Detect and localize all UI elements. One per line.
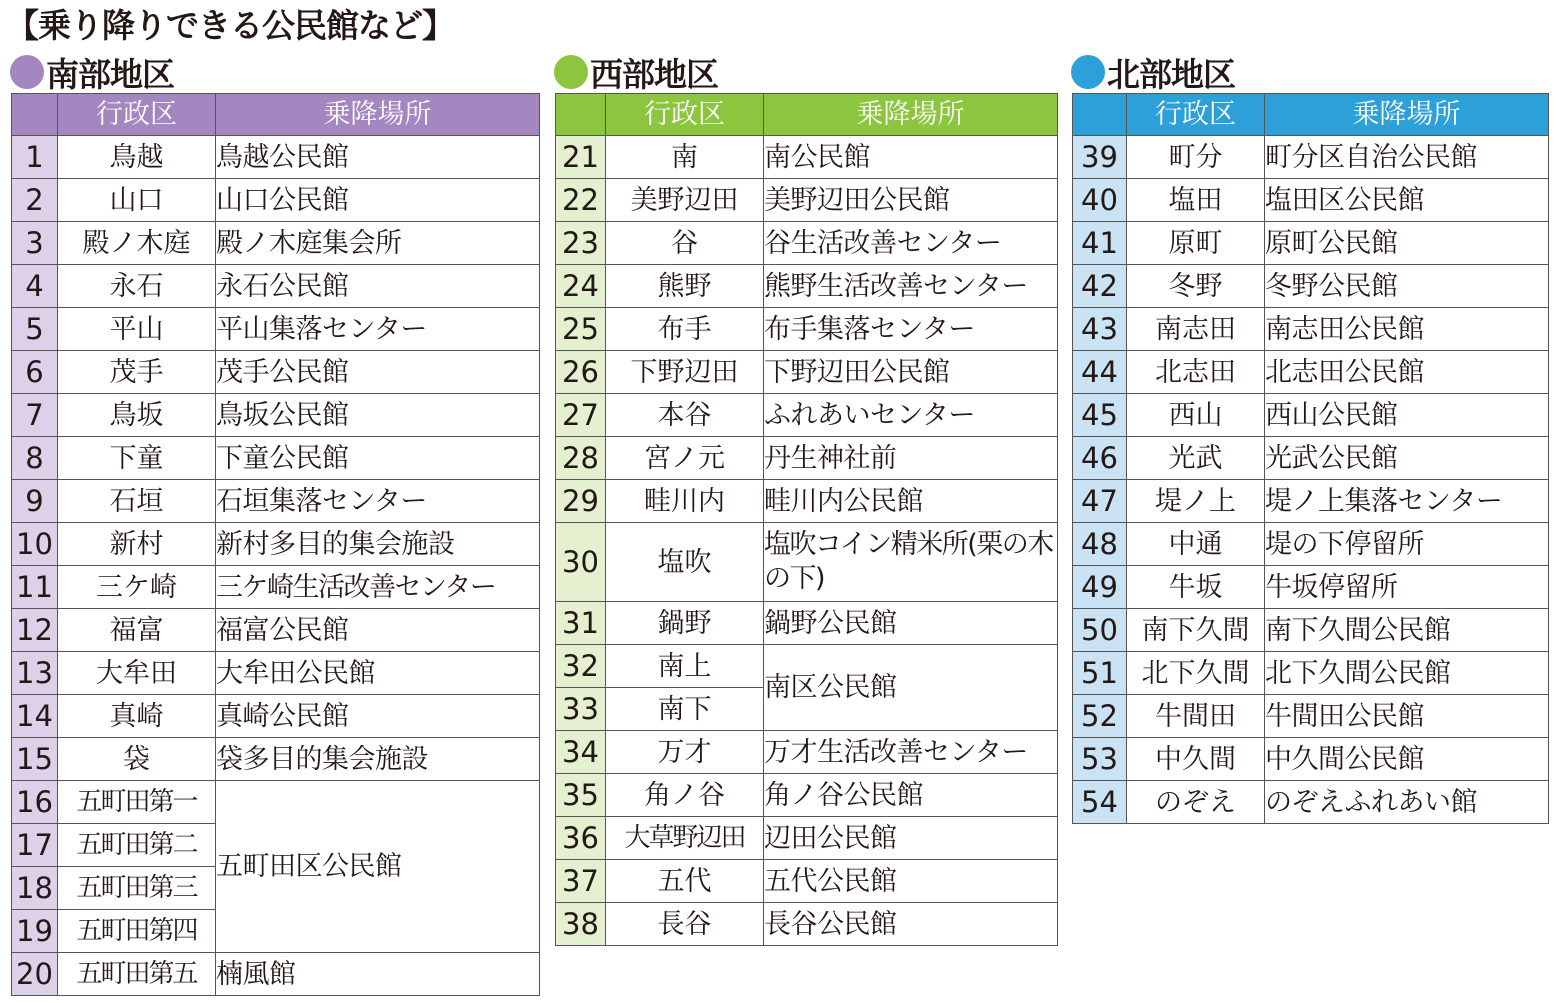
header-place: 乗降場所 bbox=[216, 94, 540, 136]
row-number: 13 bbox=[12, 652, 58, 695]
row-area: 殿ノ木庭 bbox=[58, 222, 216, 265]
row-area: 塩田 bbox=[1127, 179, 1265, 222]
table-row bbox=[12, 394, 540, 437]
row-number: 32 bbox=[556, 645, 606, 688]
row-place: 原町公民館 bbox=[1265, 222, 1549, 265]
row-number: 45 bbox=[1073, 394, 1127, 437]
row-place: 永石公民館 bbox=[216, 265, 540, 308]
table-row bbox=[556, 308, 1058, 351]
table-row bbox=[12, 566, 540, 609]
table-row bbox=[12, 308, 540, 351]
row-area: 光武 bbox=[1127, 437, 1265, 480]
row-area: 平山 bbox=[58, 308, 216, 351]
row-number: 1 bbox=[12, 136, 58, 179]
row-number: 33 bbox=[556, 688, 606, 731]
row-number: 22 bbox=[556, 179, 606, 222]
district-dot-icon bbox=[1071, 55, 1105, 89]
row-place: 谷生活改善センター bbox=[764, 222, 1058, 265]
table-row bbox=[556, 602, 1058, 645]
district-heading-north bbox=[1071, 51, 1235, 93]
row-place: 真崎公民館 bbox=[216, 695, 540, 738]
district-dot-icon bbox=[10, 55, 44, 89]
row-place: 南下久間公民館 bbox=[1265, 609, 1549, 652]
row-number: 6 bbox=[12, 351, 58, 394]
row-area: 塩吹 bbox=[606, 523, 764, 602]
row-area: 茂手 bbox=[58, 351, 216, 394]
row-area: 袋 bbox=[58, 738, 216, 781]
row-area: 堤ノ上 bbox=[1127, 480, 1265, 523]
row-area: 中通 bbox=[1127, 523, 1265, 566]
table-row bbox=[556, 394, 1058, 437]
row-area: 長谷 bbox=[606, 903, 764, 946]
row-area: 中久間 bbox=[1127, 738, 1265, 781]
row-number: 40 bbox=[1073, 179, 1127, 222]
row-area: 南上 bbox=[606, 645, 764, 688]
row-number: 5 bbox=[12, 308, 58, 351]
row-place: 鳥越公民館 bbox=[216, 136, 540, 179]
table-row bbox=[12, 523, 540, 566]
row-number: 17 bbox=[12, 824, 58, 867]
row-number: 39 bbox=[1073, 136, 1127, 179]
row-place: 堤の下停留所 bbox=[1265, 523, 1549, 566]
district-table-west bbox=[555, 93, 1058, 946]
row-place: 南公民館 bbox=[764, 136, 1058, 179]
row-area: 五町田第二 bbox=[58, 824, 216, 867]
table-row bbox=[12, 265, 540, 308]
row-place: 楠風館 bbox=[216, 953, 540, 996]
row-place: 牛間田公民館 bbox=[1265, 695, 1549, 738]
row-area: 谷 bbox=[606, 222, 764, 265]
table-row bbox=[12, 953, 540, 996]
row-area: 大草野辺田 bbox=[606, 817, 764, 860]
header-number bbox=[12, 94, 58, 136]
row-place: 布手集落センター bbox=[764, 308, 1058, 351]
row-number: 54 bbox=[1073, 781, 1127, 824]
table-row bbox=[556, 179, 1058, 222]
table-row bbox=[1073, 394, 1549, 437]
header-number bbox=[556, 94, 606, 136]
row-number: 11 bbox=[12, 566, 58, 609]
row-place: 塩吹コイン精米所(栗の木の下) bbox=[764, 523, 1058, 602]
row-place: 山口公民館 bbox=[216, 179, 540, 222]
row-area: 熊野 bbox=[606, 265, 764, 308]
row-number: 4 bbox=[12, 265, 58, 308]
table-row bbox=[1073, 523, 1549, 566]
table-row bbox=[12, 609, 540, 652]
row-number: 49 bbox=[1073, 566, 1127, 609]
row-number: 38 bbox=[556, 903, 606, 946]
row-area: 南下 bbox=[606, 688, 764, 731]
row-number: 8 bbox=[12, 437, 58, 480]
district-heading-south bbox=[10, 51, 174, 93]
row-place: 五代公民館 bbox=[764, 860, 1058, 903]
row-area: 南 bbox=[606, 136, 764, 179]
table-row bbox=[12, 351, 540, 394]
row-place: 冬野公民館 bbox=[1265, 265, 1549, 308]
row-number: 24 bbox=[556, 265, 606, 308]
row-area: 西山 bbox=[1127, 394, 1265, 437]
row-place: 牛坂停留所 bbox=[1265, 566, 1549, 609]
table-row bbox=[1073, 222, 1549, 265]
header-area: 行政区 bbox=[606, 94, 764, 136]
row-place: 茂手公民館 bbox=[216, 351, 540, 394]
row-number: 53 bbox=[1073, 738, 1127, 781]
row-place: 福富公民館 bbox=[216, 609, 540, 652]
table-row bbox=[1073, 652, 1549, 695]
row-area: 北下久間 bbox=[1127, 652, 1265, 695]
row-place: 辺田公民館 bbox=[764, 817, 1058, 860]
table-row bbox=[1073, 179, 1549, 222]
row-number: 10 bbox=[12, 523, 58, 566]
table-row bbox=[1073, 351, 1549, 394]
row-number: 31 bbox=[556, 602, 606, 645]
table-row bbox=[556, 860, 1058, 903]
row-area: 南下久間 bbox=[1127, 609, 1265, 652]
row-number: 48 bbox=[1073, 523, 1127, 566]
row-place: 石垣集落センター bbox=[216, 480, 540, 523]
row-number: 34 bbox=[556, 731, 606, 774]
table-row bbox=[12, 437, 540, 480]
row-number: 35 bbox=[556, 774, 606, 817]
row-place: 畦川内公民館 bbox=[764, 480, 1058, 523]
district-table-north bbox=[1072, 93, 1549, 824]
row-place: 塩田区公民館 bbox=[1265, 179, 1549, 222]
table-row bbox=[12, 179, 540, 222]
table-row bbox=[12, 781, 540, 824]
row-place: 美野辺田公民館 bbox=[764, 179, 1058, 222]
row-area: 山口 bbox=[58, 179, 216, 222]
table-row bbox=[1073, 609, 1549, 652]
row-place: 西山公民館 bbox=[1265, 394, 1549, 437]
table-row bbox=[556, 645, 1058, 688]
table-row bbox=[1073, 781, 1549, 824]
table-row bbox=[1073, 265, 1549, 308]
row-number: 27 bbox=[556, 394, 606, 437]
table-row bbox=[1073, 566, 1549, 609]
row-area: 原町 bbox=[1127, 222, 1265, 265]
row-area: 五町田第一 bbox=[58, 781, 216, 824]
row-area: 南志田 bbox=[1127, 308, 1265, 351]
row-place: 長谷公民館 bbox=[764, 903, 1058, 946]
row-area: 北志田 bbox=[1127, 351, 1265, 394]
table-row bbox=[1073, 738, 1549, 781]
row-area: 鍋野 bbox=[606, 602, 764, 645]
row-area: 五町田第四 bbox=[58, 910, 216, 953]
table-row bbox=[1073, 480, 1549, 523]
district-name: 北部地区 bbox=[1107, 54, 1235, 94]
row-number: 28 bbox=[556, 437, 606, 480]
row-number: 36 bbox=[556, 817, 606, 860]
row-place: 北下久間公民館 bbox=[1265, 652, 1549, 695]
row-number: 47 bbox=[1073, 480, 1127, 523]
row-place: 光武公民館 bbox=[1265, 437, 1549, 480]
table-row bbox=[556, 523, 1058, 602]
row-place: 大牟田公民館 bbox=[216, 652, 540, 695]
district-heading-west bbox=[554, 51, 718, 93]
row-area: 三ケ崎 bbox=[58, 566, 216, 609]
row-number: 2 bbox=[12, 179, 58, 222]
row-place: 新村多目的集会施設 bbox=[216, 523, 540, 566]
row-number: 18 bbox=[12, 867, 58, 910]
row-place: のぞえふれあい館 bbox=[1265, 781, 1549, 824]
row-number: 52 bbox=[1073, 695, 1127, 738]
table-row bbox=[556, 136, 1058, 179]
row-place: 下野辺田公民館 bbox=[764, 351, 1058, 394]
row-area: 牛間田 bbox=[1127, 695, 1265, 738]
row-number: 19 bbox=[12, 910, 58, 953]
row-area: 町分 bbox=[1127, 136, 1265, 179]
header-place: 乗降場所 bbox=[1265, 94, 1549, 136]
row-area: 新村 bbox=[58, 523, 216, 566]
row-number: 16 bbox=[12, 781, 58, 824]
district-name: 西部地区 bbox=[590, 54, 718, 94]
row-number: 51 bbox=[1073, 652, 1127, 695]
row-number: 25 bbox=[556, 308, 606, 351]
row-place: 三ケ崎生活改善センター bbox=[216, 566, 540, 609]
district-dot-icon bbox=[554, 55, 588, 89]
table-row bbox=[556, 480, 1058, 523]
row-area: 冬野 bbox=[1127, 265, 1265, 308]
table-row bbox=[12, 695, 540, 738]
row-number: 50 bbox=[1073, 609, 1127, 652]
table-row bbox=[1073, 308, 1549, 351]
row-area: 下童 bbox=[58, 437, 216, 480]
table-row bbox=[556, 351, 1058, 394]
row-area: 石垣 bbox=[58, 480, 216, 523]
table-row bbox=[556, 817, 1058, 860]
row-area: 五代 bbox=[606, 860, 764, 903]
row-area: 畦川内 bbox=[606, 480, 764, 523]
row-number: 29 bbox=[556, 480, 606, 523]
table-row bbox=[556, 222, 1058, 265]
row-area: 牛坂 bbox=[1127, 566, 1265, 609]
row-number: 14 bbox=[12, 695, 58, 738]
row-area: 布手 bbox=[606, 308, 764, 351]
table-row bbox=[12, 738, 540, 781]
table-row bbox=[556, 265, 1058, 308]
row-number: 26 bbox=[556, 351, 606, 394]
row-area: 本谷 bbox=[606, 394, 764, 437]
row-place: 南志田公民館 bbox=[1265, 308, 1549, 351]
row-area: 大牟田 bbox=[58, 652, 216, 695]
row-number: 15 bbox=[12, 738, 58, 781]
row-place: 熊野生活改善センター bbox=[764, 265, 1058, 308]
row-number: 43 bbox=[1073, 308, 1127, 351]
row-place: 万才生活改善センター bbox=[764, 731, 1058, 774]
table-row bbox=[12, 652, 540, 695]
table-row bbox=[12, 222, 540, 265]
row-place: 下童公民館 bbox=[216, 437, 540, 480]
row-number: 12 bbox=[12, 609, 58, 652]
row-number: 21 bbox=[556, 136, 606, 179]
row-place: 鳥坂公民館 bbox=[216, 394, 540, 437]
row-place: 南区公民館 bbox=[764, 645, 1058, 731]
row-number: 42 bbox=[1073, 265, 1127, 308]
row-area: のぞえ bbox=[1127, 781, 1265, 824]
district-name: 南部地区 bbox=[46, 54, 174, 94]
row-number: 3 bbox=[12, 222, 58, 265]
table-row bbox=[556, 437, 1058, 480]
row-number: 9 bbox=[12, 480, 58, 523]
row-place: 中久間公民館 bbox=[1265, 738, 1549, 781]
table-row bbox=[1073, 437, 1549, 480]
row-area: 下野辺田 bbox=[606, 351, 764, 394]
row-number: 7 bbox=[12, 394, 58, 437]
row-area: 永石 bbox=[58, 265, 216, 308]
row-place: 五町田区公民館 bbox=[216, 781, 540, 953]
row-place: 北志田公民館 bbox=[1265, 351, 1549, 394]
row-place: 堤ノ上集落センター bbox=[1265, 480, 1549, 523]
header-place: 乗降場所 bbox=[764, 94, 1058, 136]
row-place: 角ノ谷公民館 bbox=[764, 774, 1058, 817]
row-number: 23 bbox=[556, 222, 606, 265]
row-number: 46 bbox=[1073, 437, 1127, 480]
row-number: 20 bbox=[12, 953, 58, 996]
row-place: 殿ノ木庭集会所 bbox=[216, 222, 540, 265]
district-table-south bbox=[11, 93, 540, 996]
table-row bbox=[12, 480, 540, 523]
row-area: 福富 bbox=[58, 609, 216, 652]
row-area: 万才 bbox=[606, 731, 764, 774]
table-row bbox=[12, 136, 540, 179]
row-place: 町分区自治公民館 bbox=[1265, 136, 1549, 179]
row-area: 美野辺田 bbox=[606, 179, 764, 222]
table-row bbox=[556, 731, 1058, 774]
table-row bbox=[1073, 136, 1549, 179]
row-place: 袋多目的集会施設 bbox=[216, 738, 540, 781]
row-area: 鳥坂 bbox=[58, 394, 216, 437]
header-area: 行政区 bbox=[58, 94, 216, 136]
table-row bbox=[556, 774, 1058, 817]
table-row bbox=[1073, 695, 1549, 738]
page-title: 【乗り降りできる公民館など】 bbox=[6, 6, 454, 45]
row-place: 丹生神社前 bbox=[764, 437, 1058, 480]
table-row bbox=[556, 903, 1058, 946]
row-number: 44 bbox=[1073, 351, 1127, 394]
row-area: 真崎 bbox=[58, 695, 216, 738]
row-area: 五町田第五 bbox=[58, 953, 216, 996]
header-number bbox=[1073, 94, 1127, 136]
row-number: 37 bbox=[556, 860, 606, 903]
row-number: 41 bbox=[1073, 222, 1127, 265]
row-place: ふれあいセンター bbox=[764, 394, 1058, 437]
row-place: 平山集落センター bbox=[216, 308, 540, 351]
row-place: 鍋野公民館 bbox=[764, 602, 1058, 645]
row-number: 30 bbox=[556, 523, 606, 602]
header-area: 行政区 bbox=[1127, 94, 1265, 136]
row-area: 宮ノ元 bbox=[606, 437, 764, 480]
row-area: 角ノ谷 bbox=[606, 774, 764, 817]
row-area: 鳥越 bbox=[58, 136, 216, 179]
row-area: 五町田第三 bbox=[58, 867, 216, 910]
